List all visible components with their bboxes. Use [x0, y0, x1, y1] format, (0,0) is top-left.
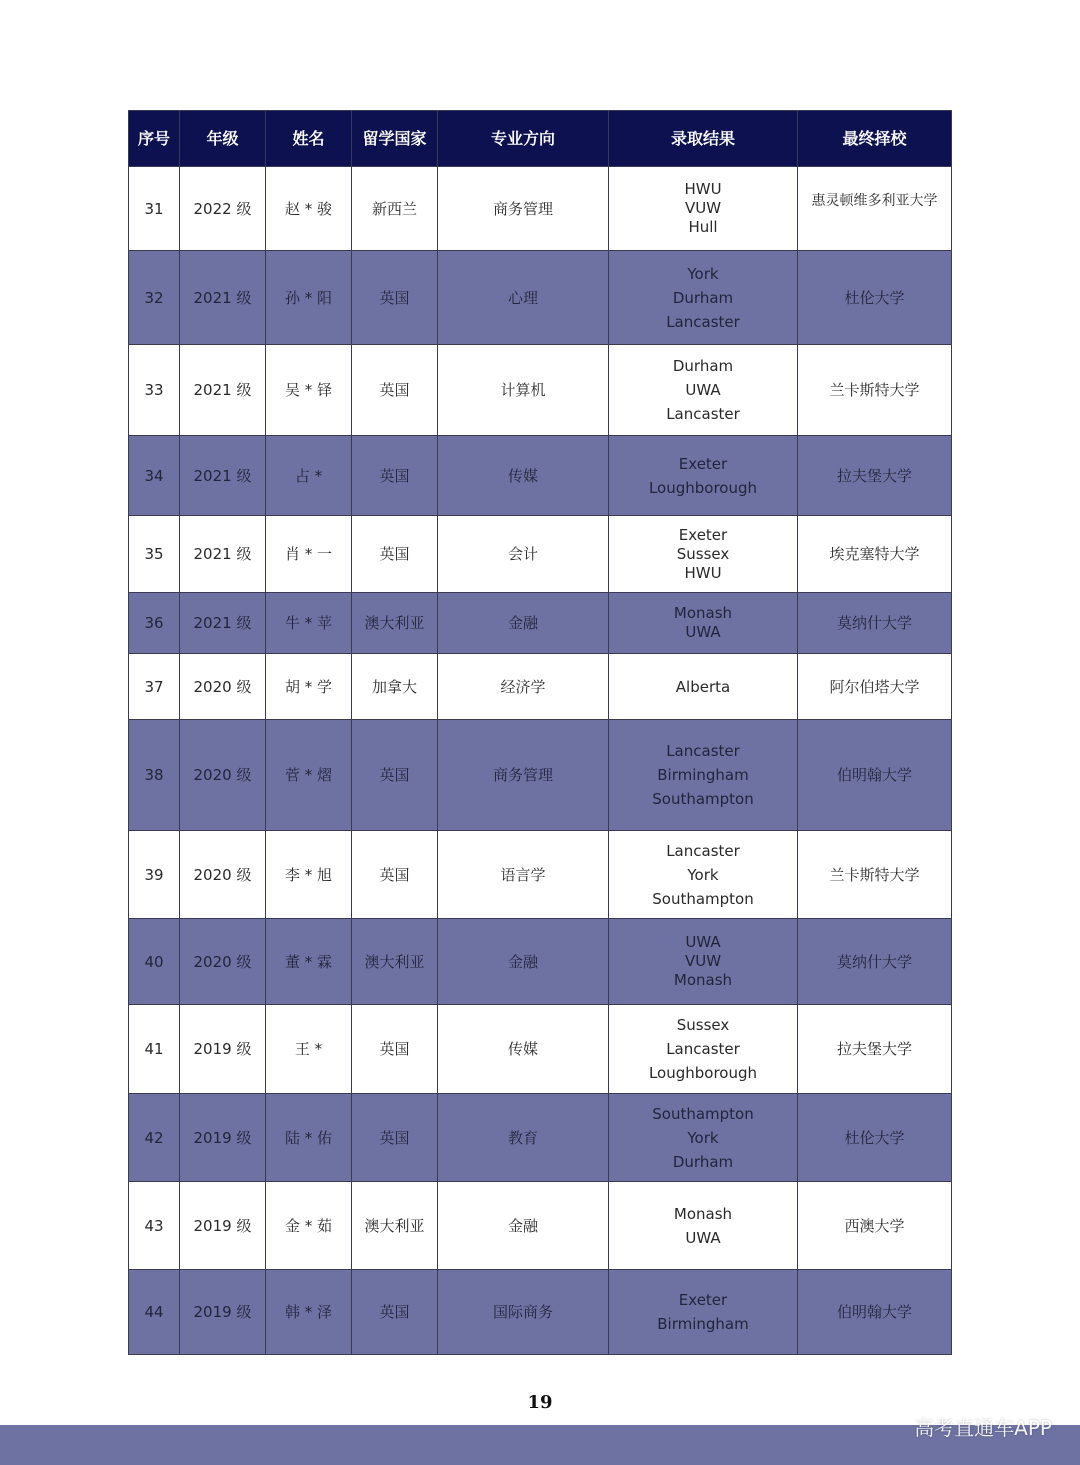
- result-school: UWA: [685, 381, 721, 399]
- cell-no: 35: [129, 516, 180, 593]
- cell-no: 40: [129, 919, 180, 1005]
- cell-no: 36: [129, 593, 180, 654]
- table-row: [129, 831, 952, 919]
- cell-major: 金融: [438, 1182, 609, 1270]
- cell-results: [609, 516, 798, 593]
- cell-country: 澳大利亚: [352, 593, 438, 654]
- cell-final: 惠灵顿维多利亚大学: [798, 167, 952, 251]
- result-school: Hull: [688, 218, 718, 236]
- result-school: HWU: [684, 563, 722, 582]
- result-school: Exeter: [678, 454, 728, 473]
- cell-no: 43: [129, 1182, 180, 1270]
- result-school: Loughborough: [648, 1064, 758, 1082]
- header-row: [129, 111, 952, 167]
- cell-results: [609, 436, 798, 516]
- result-school: Sussex: [676, 1016, 730, 1034]
- cell-grade: 2021 级: [180, 436, 266, 516]
- cell-grade: 2020 级: [180, 919, 266, 1005]
- result-school: Exeter: [678, 1291, 728, 1309]
- cell-major: 心理: [438, 251, 609, 345]
- cell-final: 莫纳什大学: [798, 919, 952, 1005]
- cell-grade: 2020 级: [180, 831, 266, 919]
- result-school: Durham: [672, 357, 734, 375]
- result-school: Birmingham: [657, 1315, 749, 1333]
- result-school: Southampton: [652, 1104, 754, 1123]
- header-cell-results: 录取结果: [609, 111, 798, 167]
- result-school: Monash: [673, 604, 733, 622]
- result-school: Durham: [672, 288, 734, 307]
- cell-final: 伯明翰大学: [798, 720, 952, 831]
- result-school: Monash: [673, 971, 733, 989]
- cell-major: 教育: [438, 1094, 609, 1182]
- cell-grade: 2021 级: [180, 516, 266, 593]
- cell-name: 孙 * 阳: [266, 251, 352, 345]
- cell-results: [609, 167, 798, 251]
- cell-final: 阿尔伯塔大学: [798, 654, 952, 720]
- cell-country: 新西兰: [352, 167, 438, 251]
- header-cell-no: 序号: [129, 111, 180, 167]
- table-row: [129, 345, 952, 436]
- cell-major: 传媒: [438, 1005, 609, 1094]
- cell-no: 37: [129, 654, 180, 720]
- cell-results: [609, 251, 798, 345]
- cell-results: [609, 654, 798, 720]
- cell-major: 商务管理: [438, 167, 609, 251]
- cell-grade: 2022 级: [180, 167, 266, 251]
- cell-name: 韩 * 泽: [266, 1270, 352, 1355]
- result-school: Birmingham: [657, 766, 749, 784]
- table-row: [129, 593, 952, 654]
- watermark-text: 高考直通车APP: [914, 1416, 1052, 1440]
- table-row: [129, 654, 952, 720]
- cell-grade: 2021 级: [180, 251, 266, 345]
- cell-country: 英国: [352, 720, 438, 831]
- cell-final: 杜伦大学: [798, 1094, 952, 1182]
- cell-final: 莫纳什大学: [798, 593, 952, 654]
- table-row: [129, 516, 952, 593]
- cell-country: 澳大利亚: [352, 1182, 438, 1270]
- cell-final: 兰卡斯特大学: [798, 345, 952, 436]
- cell-country: 英国: [352, 345, 438, 436]
- result-school: UWA: [685, 1228, 721, 1247]
- cell-country: 英国: [352, 1005, 438, 1094]
- header-cell-name: 姓名: [266, 111, 352, 167]
- result-school: Lancaster: [666, 742, 740, 760]
- cell-name: 李 * 旭: [266, 831, 352, 919]
- result-school: Exeter: [678, 525, 728, 544]
- cell-country: 英国: [352, 251, 438, 345]
- table-row: [129, 919, 952, 1005]
- cell-name: 肖 * 一: [266, 516, 352, 593]
- cell-country: 英国: [352, 516, 438, 593]
- cell-major: 金融: [438, 919, 609, 1005]
- result-school: York: [687, 865, 719, 884]
- cell-no: 32: [129, 251, 180, 345]
- table-row: [129, 1182, 952, 1270]
- cell-no: 39: [129, 831, 180, 919]
- result-school: Lancaster: [666, 312, 740, 331]
- result-school: VUW: [684, 952, 722, 970]
- cell-grade: 2020 级: [180, 654, 266, 720]
- cell-final: 杜伦大学: [798, 251, 952, 345]
- result-school: Southampton: [652, 889, 754, 908]
- cell-final: 拉夫堡大学: [798, 436, 952, 516]
- result-school: Durham: [672, 1152, 734, 1171]
- cell-final: 拉夫堡大学: [798, 1005, 952, 1094]
- cell-major: 商务管理: [438, 720, 609, 831]
- page-number: 19: [527, 1392, 553, 1413]
- cell-final: 伯明翰大学: [798, 1270, 952, 1355]
- cell-country: 澳大利亚: [352, 919, 438, 1005]
- cell-country: 英国: [352, 436, 438, 516]
- table-row: [129, 1270, 952, 1355]
- result-school: Alberta: [675, 677, 731, 696]
- cell-results: [609, 1182, 798, 1270]
- cell-grade: 2020 级: [180, 720, 266, 831]
- cell-no: 33: [129, 345, 180, 436]
- cell-grade: 2019 级: [180, 1182, 266, 1270]
- cell-name: 菅 * 熠: [266, 720, 352, 831]
- cell-country: 英国: [352, 1094, 438, 1182]
- cell-no: 44: [129, 1270, 180, 1355]
- cell-results: [609, 1005, 798, 1094]
- cell-no: 42: [129, 1094, 180, 1182]
- header-cell-grade: 年级: [180, 111, 266, 167]
- cell-country: 加拿大: [352, 654, 438, 720]
- cell-name: 金 * 茹: [266, 1182, 352, 1270]
- cell-final: 埃克塞特大学: [798, 516, 952, 593]
- cell-results: [609, 1270, 798, 1355]
- table-row: [129, 1094, 952, 1182]
- admissions-table: [128, 110, 952, 1355]
- header-cell-final: 最终择校: [798, 111, 952, 167]
- cell-major: 经济学: [438, 654, 609, 720]
- cell-major: 计算机: [438, 345, 609, 436]
- cell-no: 31: [129, 167, 180, 251]
- cell-grade: 2021 级: [180, 593, 266, 654]
- cell-grade: 2021 级: [180, 345, 266, 436]
- cell-grade: 2019 级: [180, 1005, 266, 1094]
- result-school: Loughborough: [648, 478, 758, 497]
- cell-name: 吴 * 铎: [266, 345, 352, 436]
- cell-name: 王 *: [266, 1005, 352, 1094]
- table-body: [129, 167, 952, 1355]
- cell-major: 会计: [438, 516, 609, 593]
- cell-name: 陆 * 佑: [266, 1094, 352, 1182]
- cell-name: 董 * 霖: [266, 919, 352, 1005]
- cell-results: [609, 831, 798, 919]
- cell-name: 占 *: [266, 436, 352, 516]
- cell-major: 语言学: [438, 831, 609, 919]
- table-row: [129, 720, 952, 831]
- result-school: Southampton: [652, 790, 754, 808]
- table-row: [129, 1005, 952, 1094]
- result-school: Lancaster: [666, 1040, 740, 1058]
- result-school: Monash: [673, 1204, 733, 1223]
- result-school: York: [687, 264, 719, 283]
- cell-results: [609, 345, 798, 436]
- cell-results: [609, 1094, 798, 1182]
- result-school: Lancaster: [666, 841, 740, 860]
- cell-grade: 2019 级: [180, 1270, 266, 1355]
- cell-name: 牛 * 苹: [266, 593, 352, 654]
- cell-no: 34: [129, 436, 180, 516]
- result-school: York: [687, 1128, 719, 1147]
- cell-name: 胡 * 学: [266, 654, 352, 720]
- cell-major: 传媒: [438, 436, 609, 516]
- result-school: UWA: [685, 623, 721, 641]
- result-school: VUW: [684, 199, 722, 217]
- result-school: UWA: [685, 933, 721, 951]
- header-cell-major: 专业方向: [438, 111, 609, 167]
- result-school: HWU: [684, 180, 722, 198]
- table-row: [129, 436, 952, 516]
- table-row: [129, 251, 952, 345]
- cell-results: [609, 720, 798, 831]
- cell-grade: 2019 级: [180, 1094, 266, 1182]
- cell-final: 西澳大学: [798, 1182, 952, 1270]
- cell-country: 英国: [352, 831, 438, 919]
- header-cell-country: 留学国家: [352, 111, 438, 167]
- table-row: [129, 167, 952, 251]
- cell-no: 41: [129, 1005, 180, 1094]
- cell-final: 兰卡斯特大学: [798, 831, 952, 919]
- result-school: Sussex: [676, 544, 730, 563]
- cell-major: 国际商务: [438, 1270, 609, 1355]
- cell-results: [609, 593, 798, 654]
- cell-no: 38: [129, 720, 180, 831]
- result-school: Lancaster: [666, 405, 740, 423]
- cell-country: 英国: [352, 1270, 438, 1355]
- cell-results: [609, 919, 798, 1005]
- cell-major: 金融: [438, 593, 609, 654]
- cell-name: 赵 * 骏: [266, 167, 352, 251]
